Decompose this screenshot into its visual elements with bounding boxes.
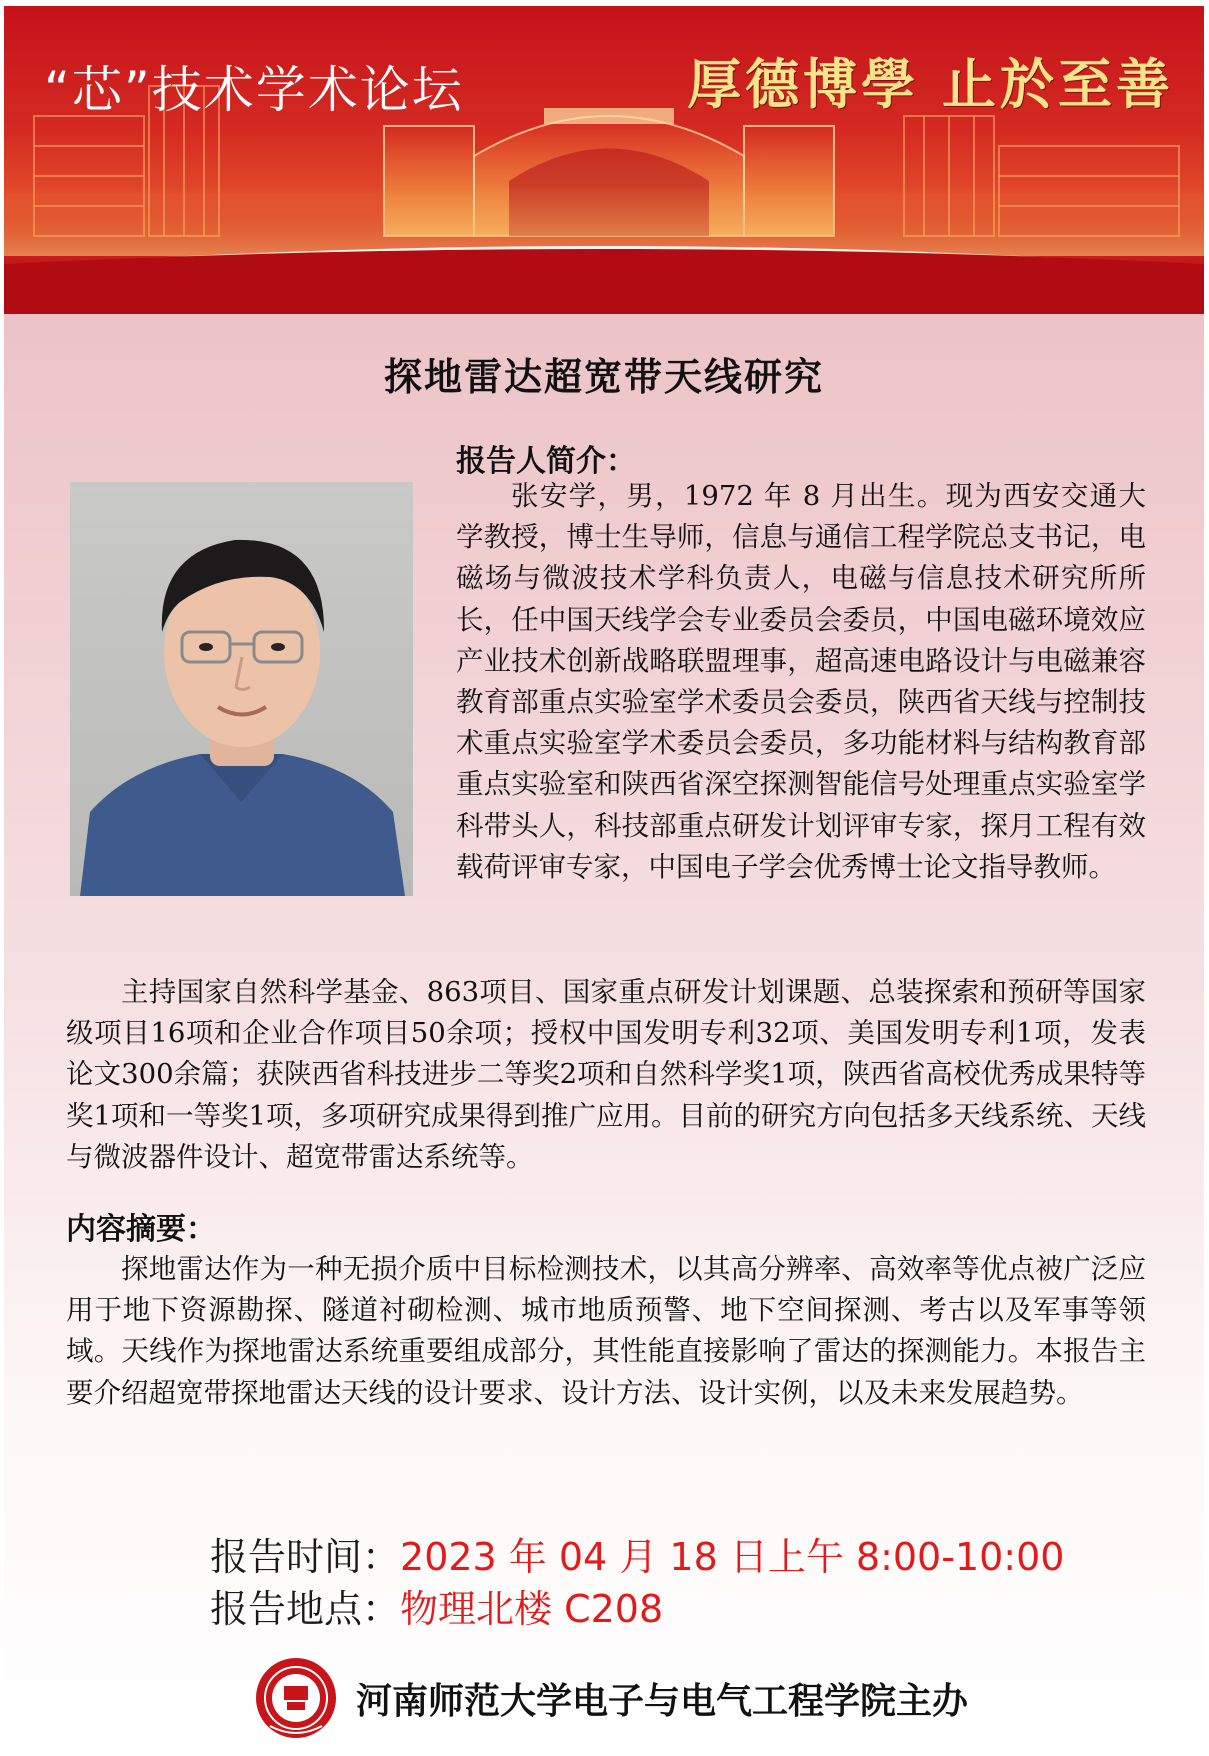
event-time [210,1526,1064,1581]
bio-paragraph-1: 张安学，男，1972 年 8 月出生。现为西安交通大学教授，博士生导师，信息与通信工程学院总支书记，电磁场与微波技术学科负责人，电磁与信息技术研究所所长，任中国天线学会专业委员会委员，中国电磁环境效应产业技术创新战略联盟理事，超高速电路设计与电磁兼容教育部重点实验室学术委员会委员，陕西省天线与控制技术重点实验室学术委员会委员，多功能材料与结构教育部重点实验室和陕西省深空探测智能信号处理重点实验室学科带头人，科技部重点研发计划评审专家，探月工程有效载荷评审专家，中国电子学会优秀博士论文指导教师。 [456,480,1146,883]
bio-text-full [66,972,1146,1178]
abstract-paragraph: 探地雷达作为一种无损介质中目标检测技术，以其高分辨率、高效率等优点被广泛应用于地下资源勘探、隧道衬砌检测、城市地质预警、地下空间探测、考古以及军事等领域。天线作为探地雷达系统重要组成部分，其性能直接影响了雷达的探测能力。本报告主要介绍超宽带探地雷达天线的设计要求、设计方法、设计实例，以及未来发展趋势。 [66,1253,1146,1409]
bio-text-right [456,476,1146,888]
footer [254,1656,968,1740]
bio-heading: 报告人简介： [456,444,636,479]
event-time-label: 报告时间： [210,1535,401,1579]
speaker-portrait-icon [70,482,413,896]
event-place-value: 物理北楼 C208 [400,1587,664,1631]
bio-paragraph-2: 主持国家自然科学基金、863项目、国家重点研发计划课题、总装探索和预研等国家级项目16项和企业合作项目50余项；授权中国发明专利32项、美国发明专利1项，发表论文300余篇；获陕西省科技进步二等奖2项和自然科学奖1项，陕西省高校优秀成果特等奖1项和一等奖1项，多项研究成果得到推广应用。目前的研究方向包括多天线系统、天线与微波器件设计、超宽带雷达系统等。 [66,976,1146,1173]
event-place-label: 报告地点： [210,1587,401,1631]
banner [4,6,1204,314]
university-seal-icon [254,1656,338,1740]
event-time-value: 2023 年 04 月 18 日上午 8:00-10:00 [400,1535,1065,1579]
poster [4,6,1204,1752]
university-motto: 厚德博學 止於至善 [687,52,1174,116]
abstract-heading: 内容摘要： [66,1212,216,1247]
host-organization: 河南师范大学电子与电气工程学院主办 [356,1680,969,1722]
talk-title: 探地雷达超宽带天线研究 [383,354,824,399]
abstract-text [66,1249,1146,1414]
speaker-photo [70,482,413,896]
event-place [210,1578,663,1633]
forum-title: “芯”技术学术论坛 [44,61,464,119]
